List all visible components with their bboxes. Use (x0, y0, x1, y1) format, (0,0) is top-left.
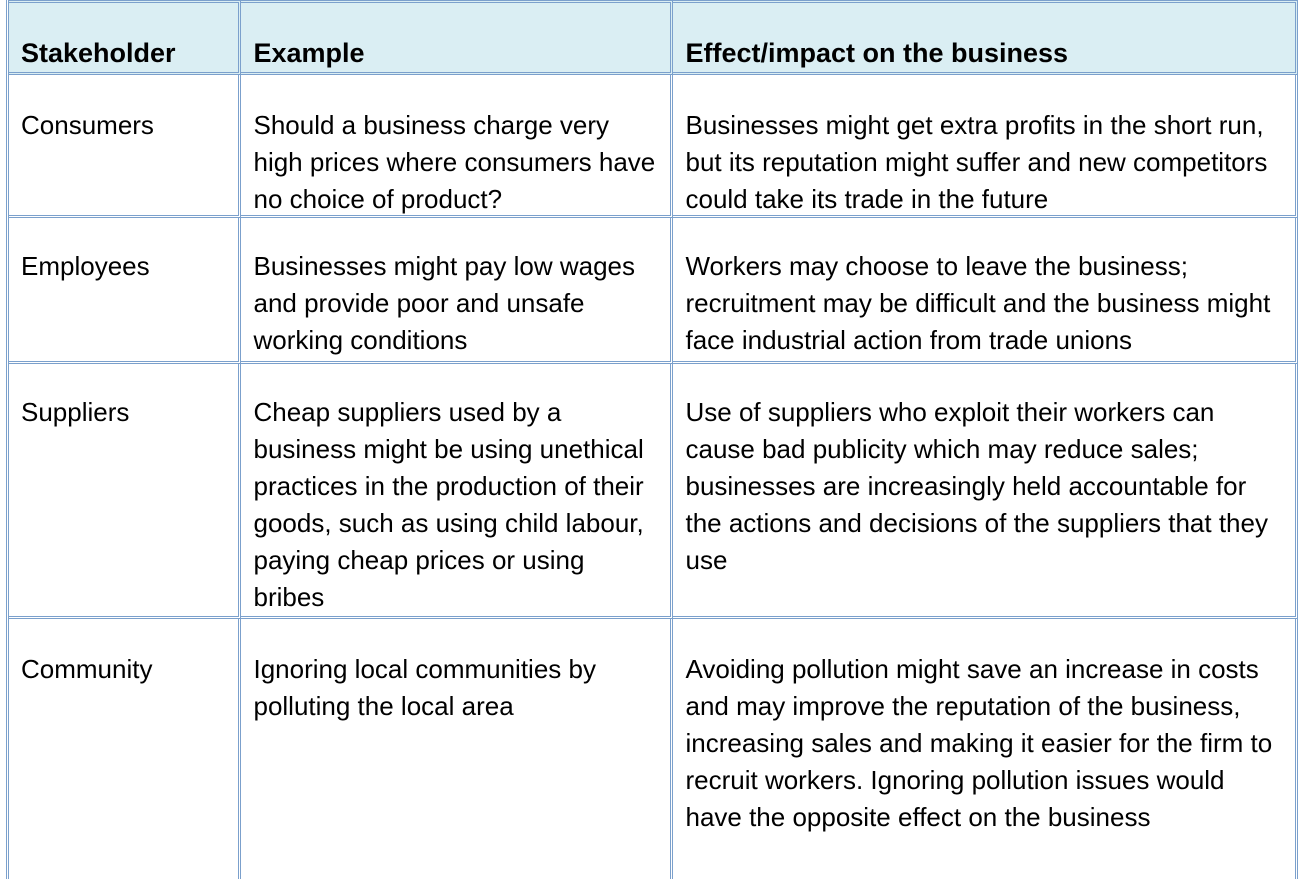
table-header-row (6, 0, 1298, 75)
stakeholder-cell: Community (9, 619, 241, 879)
header-stakeholder: Stakeholder (9, 0, 241, 75)
effect-cell: Businesses might get extra profits in the short run, but its reputation might suffer and new competitors could take its trade in the future (673, 75, 1298, 218)
table-row (6, 218, 1298, 364)
effect-cell: Workers may choose to leave the business; recruitment may be difficult and the business might face industrial action from trade unions (673, 218, 1298, 364)
example-cell: Ignoring local communities by polluting the local area (241, 619, 673, 879)
example-cell: Should a business charge very high prices where consumers have no choice of product? (241, 75, 673, 218)
stakeholder-cell: Employees (9, 218, 241, 364)
table-row (6, 619, 1298, 879)
example-cell: Cheap suppliers used by a business might be using unethical practices in the production of their goods, such as using child labour, paying cheap prices or using bribes (241, 364, 673, 619)
effect-cell: Avoiding pollution might save an increase in costs and may improve the reputation of the business, increasing sales and making it easier for the firm to recruit workers. Ignoring pollution issues would have the opposite effect on the business (673, 619, 1298, 879)
stakeholder-cell: Suppliers (9, 364, 241, 619)
stakeholder-cell: Consumers (9, 75, 241, 218)
effect-cell: Use of suppliers who exploit their workers can cause bad publicity which may reduce sales; businesses are increasingly held accountable for the actions and decisions of the suppliers that they use (673, 364, 1298, 619)
table-row (6, 75, 1298, 218)
header-effect: Effect/impact on the business (673, 0, 1298, 75)
example-cell: Businesses might pay low wages and provide poor and unsafe working conditions (241, 218, 673, 364)
stakeholder-table (6, 0, 1298, 879)
header-example: Example (241, 0, 673, 75)
table-row (6, 364, 1298, 619)
